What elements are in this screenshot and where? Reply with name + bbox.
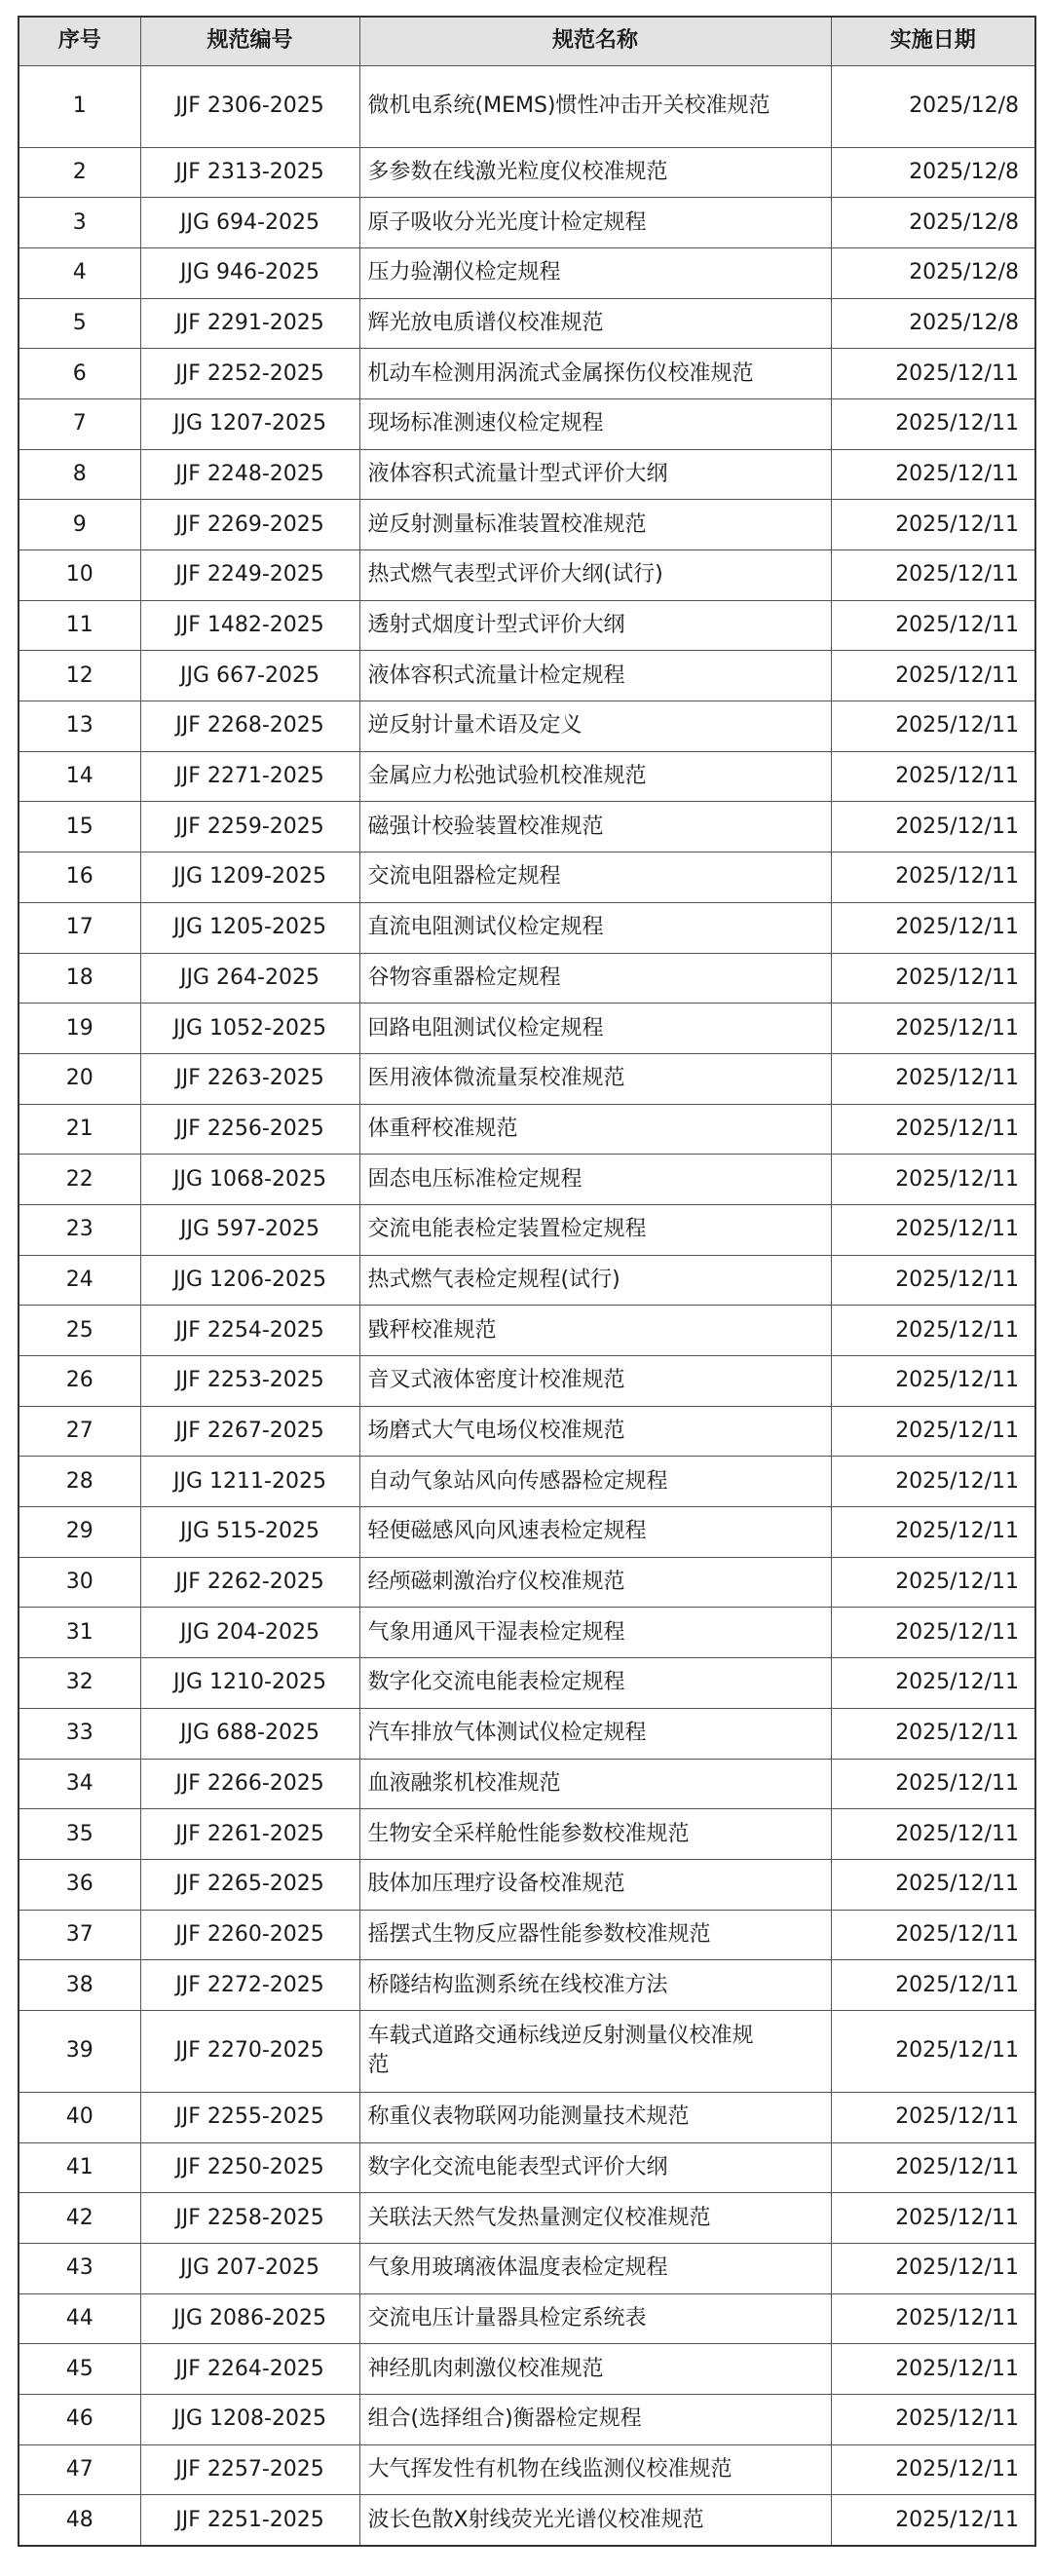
- table-row: [19, 1104, 1035, 1155]
- cell-standard-code: JJF 2291-2025: [140, 298, 359, 349]
- cell-standard-code: JJG 264-2025: [140, 953, 359, 1004]
- table-row: [19, 1406, 1035, 1457]
- cell-standard-name: 血液融浆机校准规范: [359, 1759, 831, 1809]
- cell-standard-code: JJG 515-2025: [140, 1507, 359, 1558]
- cell-standard-code: JJF 2266-2025: [140, 1759, 359, 1809]
- cell-standard-name: 交流电阻器检定规程: [359, 852, 831, 903]
- cell-effective-date: 2025/12/11: [831, 1910, 1035, 1960]
- cell-standard-name: 液体容积式流量计型式评价大纲: [359, 449, 831, 500]
- cell-standard-name: 透射式烟度计型式评价大纲: [359, 600, 831, 651]
- cell-effective-date: 2025/12/11: [831, 1104, 1035, 1155]
- table-row: [19, 198, 1035, 248]
- header-effective-date: 实施日期: [831, 17, 1035, 65]
- cell-serial-number: 21: [19, 1104, 140, 1155]
- cell-standard-name: 肢体加压理疗设备校准规范: [359, 1859, 831, 1910]
- cell-standard-name: 桥隧结构监测系统在线校准方法: [359, 1960, 831, 2011]
- cell-serial-number: 35: [19, 1809, 140, 1860]
- cell-serial-number: 4: [19, 247, 140, 298]
- cell-serial-number: 18: [19, 953, 140, 1004]
- cell-effective-date: 2025/12/11: [831, 2193, 1035, 2244]
- table-row: [19, 398, 1035, 449]
- cell-serial-number: 28: [19, 1457, 140, 1507]
- cell-standard-name: 交流电能表检定装置检定规程: [359, 1204, 831, 1255]
- cell-effective-date: 2025/12/11: [831, 953, 1035, 1004]
- table-row: [19, 2244, 1035, 2294]
- cell-standard-code: JJG 207-2025: [140, 2244, 359, 2294]
- table-row: [19, 298, 1035, 349]
- cell-standard-code: JJF 2248-2025: [140, 449, 359, 500]
- cell-effective-date: 2025/12/8: [831, 247, 1035, 298]
- cell-effective-date: 2025/12/8: [831, 65, 1035, 147]
- cell-serial-number: 45: [19, 2344, 140, 2395]
- table-row: [19, 1507, 1035, 1558]
- cell-serial-number: 32: [19, 1658, 140, 1709]
- cell-standard-name: 微机电系统(MEMS)惯性冲击开关校准规范: [359, 65, 831, 147]
- cell-serial-number: 12: [19, 651, 140, 701]
- cell-standard-code: JJF 2313-2025: [140, 147, 359, 198]
- cell-serial-number: 33: [19, 1708, 140, 1759]
- table-row: [19, 247, 1035, 298]
- header-row: [19, 17, 1035, 65]
- table-row: [19, 2495, 1035, 2546]
- cell-standard-code: JJF 2270-2025: [140, 2010, 359, 2092]
- cell-effective-date: 2025/12/11: [831, 1255, 1035, 1306]
- cell-standard-name: 热式燃气表检定规程(试行): [359, 1255, 831, 1306]
- cell-standard-code: JJG 946-2025: [140, 247, 359, 298]
- cell-standard-code: JJG 597-2025: [140, 1204, 359, 1255]
- table-row: [19, 500, 1035, 550]
- cell-standard-name: 自动气象站风向传感器检定规程: [359, 1457, 831, 1507]
- cell-standard-code: JJF 2249-2025: [140, 550, 359, 601]
- cell-standard-code: JJG 1052-2025: [140, 1004, 359, 1054]
- cell-serial-number: 39: [19, 2010, 140, 2092]
- cell-standard-code: JJF 2255-2025: [140, 2092, 359, 2142]
- cell-standard-code: JJF 2269-2025: [140, 500, 359, 550]
- cell-standard-code: JJG 1205-2025: [140, 902, 359, 953]
- table-row: [19, 2193, 1035, 2244]
- cell-serial-number: 30: [19, 1557, 140, 1608]
- cell-standard-name: 数字化交流电能表型式评价大纲: [359, 2142, 831, 2193]
- cell-standard-code: JJF 2263-2025: [140, 1053, 359, 1104]
- table-row: [19, 2293, 1035, 2344]
- cell-serial-number: 20: [19, 1053, 140, 1104]
- table-row: [19, 1809, 1035, 1860]
- cell-standard-name: 关联法天然气发热量测定仪校准规范: [359, 2193, 831, 2244]
- cell-effective-date: 2025/12/11: [831, 2444, 1035, 2495]
- header-standard-name: 规范名称: [359, 17, 831, 65]
- cell-effective-date: 2025/12/11: [831, 1457, 1035, 1507]
- cell-standard-name: 戥秤校准规范: [359, 1306, 831, 1356]
- cell-standard-name: 波长色散X射线荧光光谱仪校准规范: [359, 2495, 831, 2546]
- cell-standard-name: 原子吸收分光光度计检定规程: [359, 198, 831, 248]
- table-row: [19, 701, 1035, 752]
- table-row: [19, 2092, 1035, 2142]
- cell-effective-date: 2025/12/11: [831, 1306, 1035, 1356]
- cell-effective-date: 2025/12/11: [831, 802, 1035, 852]
- cell-effective-date: 2025/12/11: [831, 1809, 1035, 1860]
- cell-standard-name: 摇摆式生物反应器性能参数校准规范: [359, 1910, 831, 1960]
- cell-standard-name: 多参数在线激光粒度仪校准规范: [359, 147, 831, 198]
- cell-standard-code: JJF 2264-2025: [140, 2344, 359, 2395]
- table-row: [19, 2344, 1035, 2395]
- cell-serial-number: 46: [19, 2395, 140, 2445]
- cell-standard-name: 气象用玻璃液体温度表检定规程: [359, 2244, 831, 2294]
- cell-serial-number: 29: [19, 1507, 140, 1558]
- cell-effective-date: 2025/12/11: [831, 349, 1035, 399]
- cell-standard-name: 轻便磁感风向风速表检定规程: [359, 1507, 831, 1558]
- cell-standard-code: JJG 2086-2025: [140, 2293, 359, 2344]
- cell-effective-date: 2025/12/11: [831, 1155, 1035, 1205]
- cell-standard-name: 交流电压计量器具检定系统表: [359, 2293, 831, 2344]
- cell-standard-name: 汽车排放气体测试仪检定规程: [359, 1708, 831, 1759]
- cell-standard-code: JJG 694-2025: [140, 198, 359, 248]
- table-header: [19, 17, 1035, 65]
- cell-serial-number: 24: [19, 1255, 140, 1306]
- table-row: [19, 2142, 1035, 2193]
- cell-serial-number: 36: [19, 1859, 140, 1910]
- cell-serial-number: 9: [19, 500, 140, 550]
- cell-effective-date: 2025/12/11: [831, 651, 1035, 701]
- cell-standard-name: 机动车检测用涡流式金属探伤仪校准规范: [359, 349, 831, 399]
- cell-effective-date: 2025/12/11: [831, 500, 1035, 550]
- cell-standard-name: 固态电压标准检定规程: [359, 1155, 831, 1205]
- cell-standard-code: JJF 2272-2025: [140, 1960, 359, 2011]
- cell-effective-date: 2025/12/11: [831, 2010, 1035, 2092]
- cell-standard-code: JJF 2258-2025: [140, 2193, 359, 2244]
- cell-serial-number: 26: [19, 1356, 140, 1407]
- table-row: [19, 1557, 1035, 1608]
- cell-standard-name: 辉光放电质谱仪校准规范: [359, 298, 831, 349]
- cell-standard-code: JJF 2251-2025: [140, 2495, 359, 2546]
- cell-standard-name: 音叉式液体密度计校准规范: [359, 1356, 831, 1407]
- cell-standard-name: 直流电阻测试仪检定规程: [359, 902, 831, 953]
- cell-serial-number: 47: [19, 2444, 140, 2495]
- table-row: [19, 1708, 1035, 1759]
- cell-effective-date: 2025/12/11: [831, 2092, 1035, 2142]
- cell-standard-name: 组合(选择组合)衡器检定规程: [359, 2395, 831, 2445]
- cell-standard-code: JJF 2254-2025: [140, 1306, 359, 1356]
- cell-standard-name: 谷物容重器检定规程: [359, 953, 831, 1004]
- cell-standard-code: JJF 2252-2025: [140, 349, 359, 399]
- cell-serial-number: 23: [19, 1204, 140, 1255]
- standards-table: [18, 16, 1036, 2547]
- cell-standard-code: JJF 2306-2025: [140, 65, 359, 147]
- table-row: [19, 1356, 1035, 1407]
- cell-serial-number: 37: [19, 1910, 140, 1960]
- cell-standard-name: 医用液体微流量泵校准规范: [359, 1053, 831, 1104]
- cell-standard-name: 金属应力松弛试验机校准规范: [359, 751, 831, 802]
- cell-serial-number: 22: [19, 1155, 140, 1205]
- cell-serial-number: 2: [19, 147, 140, 198]
- cell-standard-code: JJF 2265-2025: [140, 1859, 359, 1910]
- cell-effective-date: 2025/12/11: [831, 1960, 1035, 2011]
- cell-effective-date: 2025/12/11: [831, 751, 1035, 802]
- cell-serial-number: 38: [19, 1960, 140, 2011]
- table-row: [19, 1306, 1035, 1356]
- cell-serial-number: 48: [19, 2495, 140, 2546]
- cell-standard-name: 磁强计校验装置校准规范: [359, 802, 831, 852]
- cell-serial-number: 34: [19, 1759, 140, 1809]
- table-row: [19, 2444, 1035, 2495]
- table-row: [19, 349, 1035, 399]
- table-row: [19, 1204, 1035, 1255]
- cell-effective-date: 2025/12/11: [831, 902, 1035, 953]
- cell-effective-date: 2025/12/11: [831, 1708, 1035, 1759]
- cell-standard-name: 气象用通风干湿表检定规程: [359, 1608, 831, 1658]
- cell-effective-date: 2025/12/11: [831, 1204, 1035, 1255]
- table-body: [19, 65, 1035, 2546]
- cell-serial-number: 1: [19, 65, 140, 147]
- cell-effective-date: 2025/12/8: [831, 147, 1035, 198]
- table-row: [19, 449, 1035, 500]
- cell-effective-date: 2025/12/11: [831, 550, 1035, 601]
- table-row: [19, 1960, 1035, 2011]
- table-row: [19, 953, 1035, 1004]
- cell-serial-number: 8: [19, 449, 140, 500]
- cell-effective-date: 2025/12/11: [831, 1507, 1035, 1558]
- cell-standard-code: JJG 1211-2025: [140, 1457, 359, 1507]
- table-row: [19, 2395, 1035, 2445]
- cell-effective-date: 2025/12/11: [831, 2344, 1035, 2395]
- cell-standard-code: JJF 2259-2025: [140, 802, 359, 852]
- cell-standard-code: JJF 2256-2025: [140, 1104, 359, 1155]
- table-row: [19, 751, 1035, 802]
- cell-serial-number: 16: [19, 852, 140, 903]
- table-row: [19, 147, 1035, 198]
- cell-standard-name: 液体容积式流量计检定规程: [359, 651, 831, 701]
- cell-standard-name: 大气挥发性有机物在线监测仪校准规范: [359, 2444, 831, 2495]
- table-row: [19, 1658, 1035, 1709]
- table-row: [19, 902, 1035, 953]
- cell-standard-name: 逆反射计量术语及定义: [359, 701, 831, 752]
- table-row: [19, 1759, 1035, 1809]
- standards-table-container: [18, 16, 1034, 2547]
- cell-serial-number: 10: [19, 550, 140, 601]
- table-row: [19, 550, 1035, 601]
- cell-effective-date: 2025/12/11: [831, 2142, 1035, 2193]
- table-row: [19, 1004, 1035, 1054]
- cell-standard-name: 生物安全采样舱性能参数校准规范: [359, 1809, 831, 1860]
- cell-standard-name: 数字化交流电能表检定规程: [359, 1658, 831, 1709]
- cell-effective-date: 2025/12/11: [831, 600, 1035, 651]
- cell-standard-name: 体重秤校准规范: [359, 1104, 831, 1155]
- table-row: [19, 1255, 1035, 1306]
- cell-serial-number: 40: [19, 2092, 140, 2142]
- cell-effective-date: 2025/12/11: [831, 1859, 1035, 1910]
- cell-standard-code: JJG 1209-2025: [140, 852, 359, 903]
- cell-serial-number: 41: [19, 2142, 140, 2193]
- cell-effective-date: 2025/12/11: [831, 2293, 1035, 2344]
- cell-standard-code: JJG 667-2025: [140, 651, 359, 701]
- cell-serial-number: 19: [19, 1004, 140, 1054]
- cell-standard-code: JJF 2271-2025: [140, 751, 359, 802]
- cell-serial-number: 15: [19, 802, 140, 852]
- cell-standard-code: JJF 2253-2025: [140, 1356, 359, 1407]
- cell-serial-number: 3: [19, 198, 140, 248]
- table-row: [19, 852, 1035, 903]
- cell-standard-code: JJF 2267-2025: [140, 1406, 359, 1457]
- cell-standard-code: JJF 2257-2025: [140, 2444, 359, 2495]
- cell-serial-number: 17: [19, 902, 140, 953]
- cell-standard-code: JJG 1068-2025: [140, 1155, 359, 1205]
- cell-serial-number: 7: [19, 398, 140, 449]
- cell-effective-date: 2025/12/11: [831, 852, 1035, 903]
- cell-standard-code: JJF 2261-2025: [140, 1809, 359, 1860]
- cell-effective-date: 2025/12/11: [831, 1608, 1035, 1658]
- table-row: [19, 2010, 1035, 2092]
- cell-standard-name: 神经肌肉刺激仪校准规范: [359, 2344, 831, 2395]
- cell-effective-date: 2025/12/11: [831, 1557, 1035, 1608]
- table-row: [19, 802, 1035, 852]
- cell-effective-date: 2025/12/11: [831, 1658, 1035, 1709]
- cell-serial-number: 14: [19, 751, 140, 802]
- cell-effective-date: 2025/12/11: [831, 1406, 1035, 1457]
- cell-effective-date: 2025/12/11: [831, 1053, 1035, 1104]
- cell-standard-name: 称重仪表物联网功能测量技术规范: [359, 2092, 831, 2142]
- header-standard-code: 规范编号: [140, 17, 359, 65]
- cell-effective-date: 2025/12/11: [831, 398, 1035, 449]
- cell-standard-name: 热式燃气表型式评价大纲(试行): [359, 550, 831, 601]
- cell-effective-date: 2025/12/8: [831, 298, 1035, 349]
- table-row: [19, 1155, 1035, 1205]
- cell-serial-number: 43: [19, 2244, 140, 2294]
- cell-standard-code: JJG 204-2025: [140, 1608, 359, 1658]
- cell-standard-code: JJG 1207-2025: [140, 398, 359, 449]
- cell-standard-name: 回路电阻测试仪检定规程: [359, 1004, 831, 1054]
- cell-effective-date: 2025/12/11: [831, 2395, 1035, 2445]
- cell-effective-date: 2025/12/11: [831, 1356, 1035, 1407]
- table-row: [19, 1608, 1035, 1658]
- cell-standard-name: 经颅磁刺激治疗仪校准规范: [359, 1557, 831, 1608]
- table-row: [19, 600, 1035, 651]
- cell-effective-date: 2025/12/11: [831, 2495, 1035, 2546]
- cell-standard-code: JJG 688-2025: [140, 1708, 359, 1759]
- table-row: [19, 1053, 1035, 1104]
- cell-standard-code: JJF 2268-2025: [140, 701, 359, 752]
- header-serial-number: 序号: [19, 17, 140, 65]
- cell-effective-date: 2025/12/11: [831, 449, 1035, 500]
- table-row: [19, 1457, 1035, 1507]
- cell-standard-code: JJF 1482-2025: [140, 600, 359, 651]
- cell-serial-number: 5: [19, 298, 140, 349]
- cell-serial-number: 27: [19, 1406, 140, 1457]
- cell-effective-date: 2025/12/8: [831, 198, 1035, 248]
- table-row: [19, 65, 1035, 147]
- cell-standard-code: JJF 2262-2025: [140, 1557, 359, 1608]
- cell-effective-date: 2025/12/11: [831, 2244, 1035, 2294]
- table-row: [19, 1859, 1035, 1910]
- cell-effective-date: 2025/12/11: [831, 1759, 1035, 1809]
- cell-standard-name: 逆反射测量标准装置校准规范: [359, 500, 831, 550]
- cell-standard-name: 压力验潮仪检定规程: [359, 247, 831, 298]
- cell-serial-number: 42: [19, 2193, 140, 2244]
- cell-effective-date: 2025/12/11: [831, 1004, 1035, 1054]
- cell-serial-number: 44: [19, 2293, 140, 2344]
- cell-serial-number: 6: [19, 349, 140, 399]
- cell-standard-name: 车载式道路交通标线逆反射测量仪校准规范: [359, 2010, 831, 2092]
- cell-serial-number: 11: [19, 600, 140, 651]
- cell-serial-number: 31: [19, 1608, 140, 1658]
- cell-standard-code: JJG 1208-2025: [140, 2395, 359, 2445]
- cell-standard-code: JJG 1210-2025: [140, 1658, 359, 1709]
- cell-standard-code: JJG 1206-2025: [140, 1255, 359, 1306]
- cell-serial-number: 13: [19, 701, 140, 752]
- cell-standard-name: 现场标准测速仪检定规程: [359, 398, 831, 449]
- table-row: [19, 651, 1035, 701]
- cell-standard-name: 场磨式大气电场仪校准规范: [359, 1406, 831, 1457]
- cell-effective-date: 2025/12/11: [831, 701, 1035, 752]
- table-row: [19, 1910, 1035, 1960]
- cell-standard-code: JJF 2260-2025: [140, 1910, 359, 1960]
- cell-standard-code: JJF 2250-2025: [140, 2142, 359, 2193]
- cell-serial-number: 25: [19, 1306, 140, 1356]
